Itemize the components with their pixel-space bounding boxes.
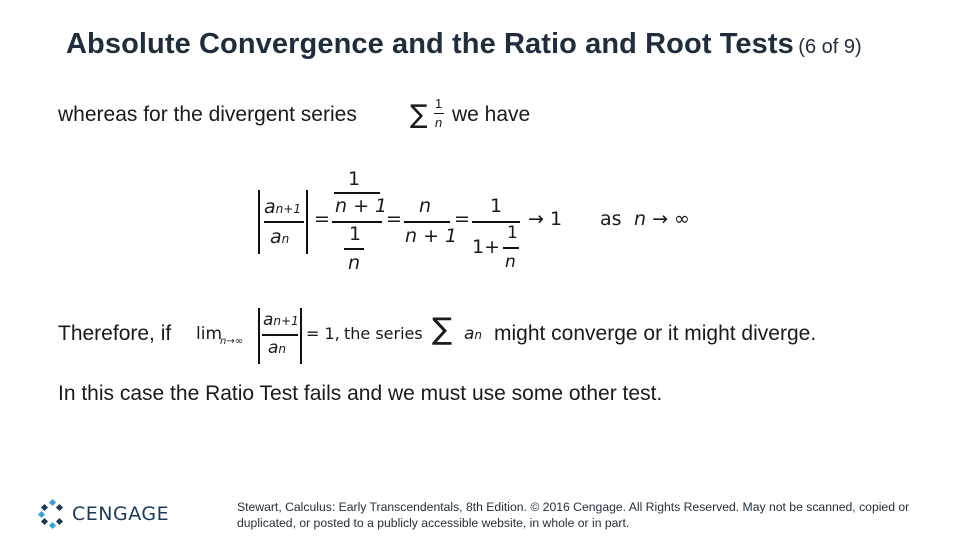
lim-word: lim (196, 324, 223, 344)
line1-after (452, 103, 530, 127)
therefore-before-text: Therefore, if (58, 322, 172, 345)
sigma-symbol: ∑ (410, 100, 428, 130)
complex-top-den: n + 1 (335, 195, 388, 217)
denominator-a: an (270, 226, 290, 248)
lim-num: an+1 (263, 310, 299, 330)
series-sigma: ∑ (432, 312, 453, 347)
therefore-after-text: might converge or it might diverge. (494, 322, 817, 345)
slide-title (66, 28, 862, 61)
complex-top-one: 1 (348, 168, 361, 190)
numerator-a: an+1 (264, 196, 301, 218)
page-indicator: (6 of 9) (798, 36, 862, 58)
cengage-logo-icon (38, 499, 68, 529)
frac2-bar (404, 221, 450, 223)
conclusion-text: In this case the Ratio Test fails and we must use some other test. (58, 382, 663, 405)
frac3-inner-bar (503, 247, 519, 249)
equals-1: = (314, 208, 330, 230)
line1-before-text: whereas for the divergent series (58, 103, 357, 126)
lim-abs-left (258, 308, 260, 364)
lim-frac-bar (262, 334, 298, 336)
as-text: as (600, 208, 622, 230)
lim-subscript: n→∞ (220, 336, 244, 347)
ratio-equation (256, 168, 716, 278)
sum-denominator: n (435, 115, 443, 130)
complex-bottom-bar (344, 248, 364, 250)
therefore-after (494, 322, 816, 346)
abs-bar-right (306, 190, 308, 254)
line1-after-text: we have (452, 103, 531, 126)
therefore-before (58, 322, 171, 346)
frac2-den: n + 1 (405, 225, 458, 247)
abs-bar-left (258, 190, 260, 254)
equals-3: = (454, 208, 470, 230)
complex-bottom-one: 1 (349, 223, 362, 245)
complex-top-bar (334, 192, 380, 194)
series-term: an (464, 324, 483, 344)
conclusion-line (58, 382, 662, 406)
abs-fraction-bar (264, 221, 304, 223)
n-to-infinity: n → ∞ (634, 208, 690, 230)
line-divergent-series (58, 103, 357, 127)
complex-bottom-den: n (348, 252, 361, 274)
cengage-wordmark: CENGAGE (72, 503, 170, 525)
frac3-inner-num: 1 (507, 223, 518, 243)
lim-abs-right (300, 308, 302, 364)
cengage-logo (38, 499, 168, 529)
frac3-inner-den: n (505, 252, 516, 272)
limit-arrow: → 1 (528, 208, 563, 230)
the-series-text: the series (344, 324, 423, 343)
slide-title-text: Absolute Convergence and the Ratio and Root Tests (66, 28, 794, 60)
limit-expression (196, 306, 496, 366)
equals-2: = (386, 208, 402, 230)
harmonic-series-sum (410, 96, 446, 134)
sum-numerator: 1 (435, 96, 443, 111)
frac2-num: n (419, 195, 432, 217)
fraction-bar (434, 113, 444, 114)
copyright-notice: Stewart, Calculus: Early Transcendentals, 8th Edition. © 2016 Cengage. All Rights Reserved. May not be scanned, copied or duplicated, or posted to a publicly accessible website, in whole or in part. (237, 500, 910, 530)
lim-equals-one: = 1, (306, 324, 340, 343)
lim-den: an (268, 338, 287, 358)
frac3-den-oneplus: 1+ (472, 236, 501, 258)
frac3-num: 1 (490, 195, 503, 217)
